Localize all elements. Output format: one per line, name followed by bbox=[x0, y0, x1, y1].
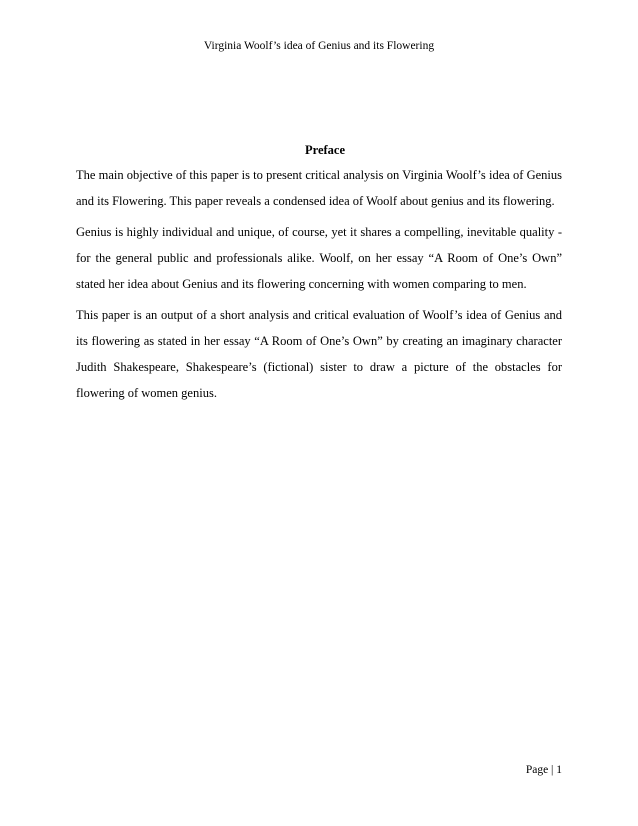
page-number: Page | 1 bbox=[525, 764, 562, 776]
section-title: Preface bbox=[304, 143, 345, 157]
paragraph-output: This paper is an output of a short analysis and critical evaluation of Woolf’s idea of Genius and its flowering as stated in her essay “A Room of One’s Own” by creating an imaginary character Judith Shakespeare, Shakespeare’s (fictional) sister to draw a picture of the obstacles for flowering of women genius. bbox=[76, 308, 562, 400]
body-text bbox=[76, 162, 562, 411]
paragraph-objective: The main objective of this paper is to present critical analysis on Virginia Woolf’s idea of Genius and its Flowering. This paper reveals a condensed idea of Woolf about genius and its flowering. bbox=[76, 168, 562, 208]
running-header: Virginia Woolf’s idea of Genius and its Flowering bbox=[203, 40, 435, 52]
paragraph-genius: Genius is highly individual and unique, of course, yet it shares a compelling, inevitable quality - for the general public and professionals alike. Woolf, on her essay “A Room of One’s Own” stated her idea about Genius and its flowering concerning with women comparing to men. bbox=[76, 225, 562, 291]
